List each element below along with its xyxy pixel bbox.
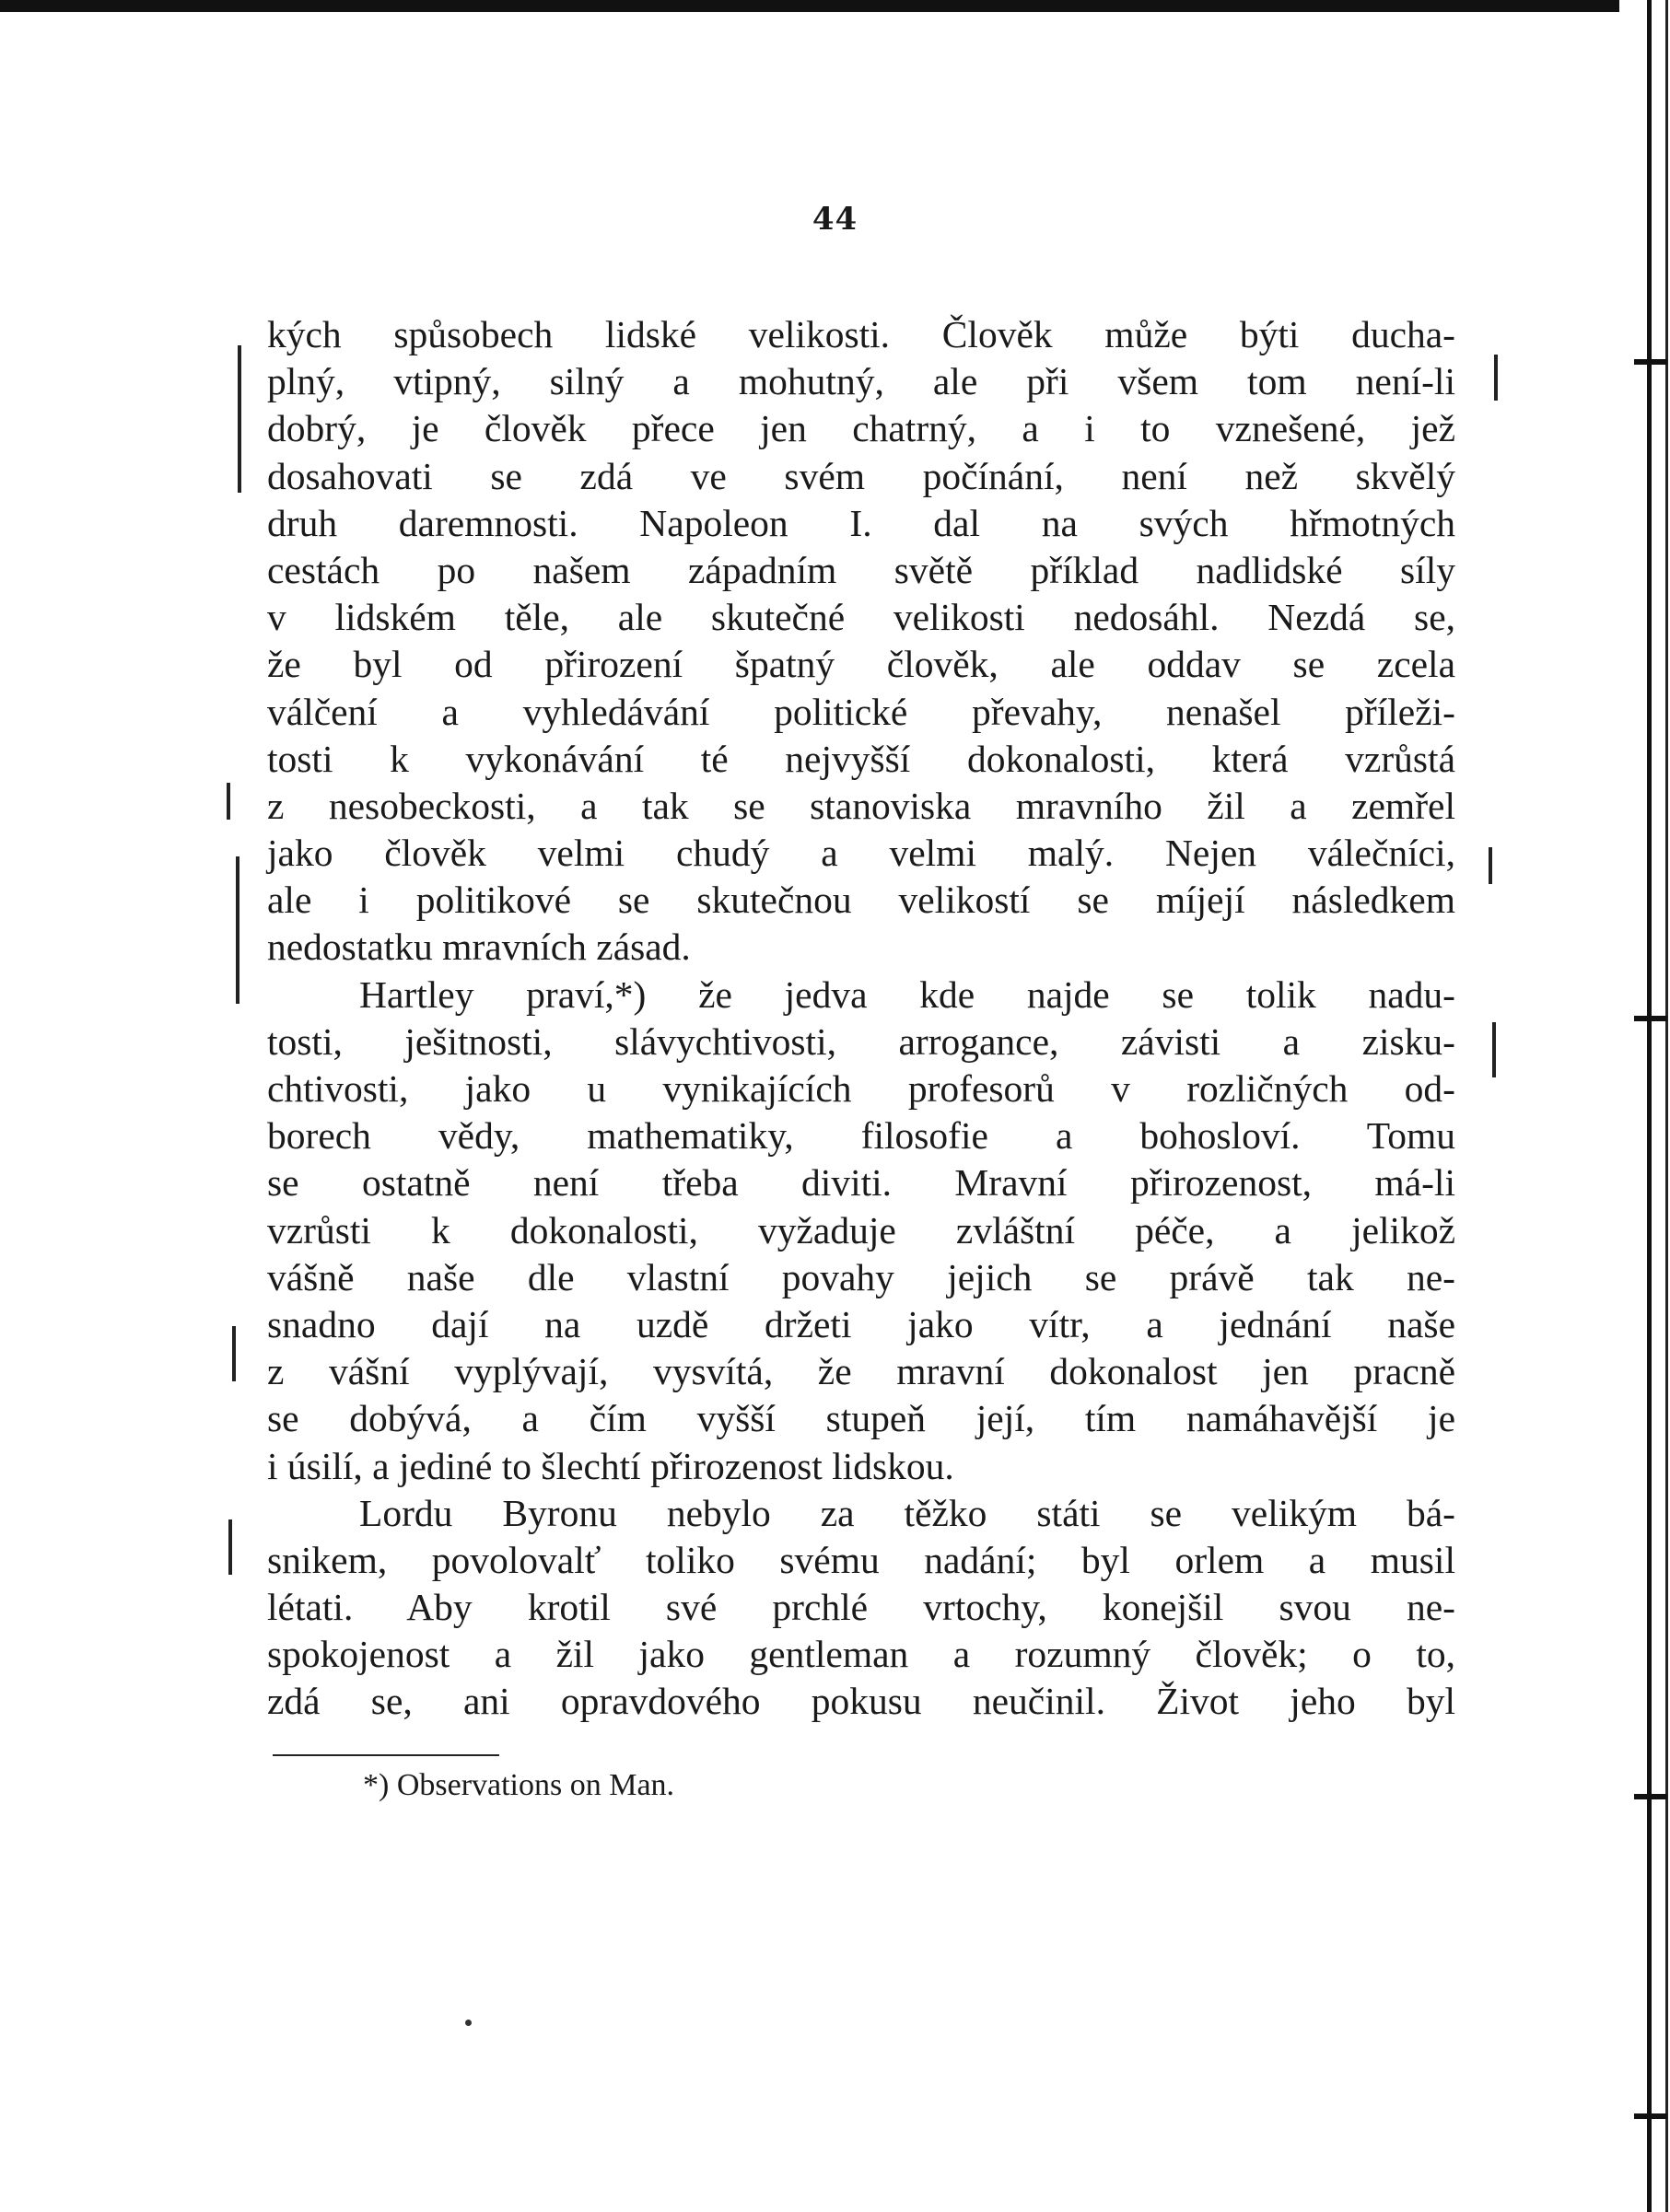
- margin-mark: [238, 345, 241, 493]
- text-line: Lordu Byronu nebylo za těžko státi se velikým bá-: [359, 1491, 1455, 1534]
- scan-speck: [465, 2020, 472, 2026]
- text-line: nedostatku mravních zásad.: [267, 926, 691, 969]
- text-line: dobrý, je člověk přece jen chatrný, a i to vznešené, jež: [267, 407, 1455, 450]
- text-line: že byl od přirození špatný člověk, ale oddav se zcela: [267, 643, 1455, 686]
- text-line: vzrůsti k dokonalosti, vyžaduje zvláštní péče, a jelikož: [267, 1208, 1455, 1252]
- margin-mark: [1494, 355, 1498, 401]
- text-line: vášně naše dle vlastní povahy jejich se právě tak ne-: [267, 1255, 1455, 1298]
- text-line: zdá se, ani opravdového pokusu neučinil. Život jeho byl: [267, 1680, 1455, 1723]
- edge-tick: [1634, 1016, 1667, 1021]
- text-line: kých spůsobech lidské velikosti. Člověk může býti ducha-: [267, 313, 1455, 355]
- page-edge-line: [1647, 0, 1652, 2212]
- text-line: ale i politikové se skutečnou velikostí se míjejí následkem: [267, 879, 1455, 922]
- text-line: z vášní vyplývají, vysvítá, že mravní dokonalost jen pracně: [267, 1350, 1455, 1393]
- text-line: tosti, ješitnosti, slávychtivosti, arrogance, závisti a zisku-: [267, 1019, 1455, 1063]
- edge-tick: [1634, 2113, 1667, 2119]
- margin-mark: [1489, 847, 1492, 884]
- text-line: dosahovati se zdá ve svém počínání, není než skvělý: [267, 454, 1455, 497]
- margin-mark: [232, 1326, 236, 1381]
- text-line: tosti k vykonávání té nejvyšší dokonalosti, která vzrůstá: [267, 737, 1455, 780]
- edge-tick: [1634, 359, 1667, 365]
- page-outer-line: [1665, 0, 1668, 2212]
- margin-mark: [1492, 1022, 1496, 1077]
- scan-right-edge: [1619, 0, 1670, 2212]
- body-text: [267, 311, 1455, 1726]
- text-line: cestách po našem západním světě příklad nadlidské síly: [267, 548, 1455, 591]
- text-line: se ostatně není třeba diviti. Mravní přirozenost, má-li: [267, 1161, 1455, 1205]
- footnote: *) Observations on Man.: [363, 1768, 675, 1802]
- margin-mark: [236, 856, 239, 1004]
- scan-top-border: [0, 0, 1670, 12]
- text-line: válčení a vyhledávání politické převahy, nenašel příleži-: [267, 690, 1455, 733]
- text-line: snikem, povolovalť toliko svému nadání; byl orlem a musil: [267, 1538, 1455, 1581]
- text-line: i úsilí, a jediné to šlechtí přirozenost lidskou.: [267, 1444, 954, 1487]
- text-line: druh daremnosti. Napoleon I. dal na svých hřmotných: [267, 501, 1455, 544]
- text-line: v lidském těle, ale skutečné velikosti nedosáhl. Nezdá se,: [267, 596, 1455, 639]
- text-line: se dobývá, a čím vyšší stupeň její, tím namáhavější je: [267, 1397, 1455, 1440]
- text-line: spokojenost a žil jako gentleman a rozumný člověk; o to,: [267, 1633, 1455, 1676]
- edge-tick: [1634, 1794, 1667, 1799]
- text-line: snadno dají na uzdě držeti jako vítr, a jednání naše: [267, 1302, 1455, 1345]
- text-line: chtivosti, jako u vynikajících profesorů v rozličných od-: [267, 1067, 1455, 1110]
- text-line: z nesobeckosti, a tak se stanoviska mravního žil a zemřel: [267, 784, 1455, 827]
- text-line: jako člověk velmi chudý a velmi malý. Nejen válečníci,: [267, 832, 1455, 875]
- page-number: 44: [812, 201, 858, 238]
- text-line: borech vědy, mathematiky, filosofie a bohosloví. Tomu: [267, 1114, 1455, 1158]
- text-line: plný, vtipný, silný a mohutný, ale při všem tom není-li: [267, 360, 1455, 403]
- margin-mark: [228, 1519, 232, 1575]
- text-line: létati. Aby krotil své prchlé vrtochy, konejšil svou ne-: [267, 1586, 1455, 1629]
- footnote-rule: [273, 1754, 499, 1756]
- margin-mark: [227, 783, 230, 820]
- text-line: Hartley praví,*) že jedva kde najde se tolik nadu-: [359, 972, 1455, 1016]
